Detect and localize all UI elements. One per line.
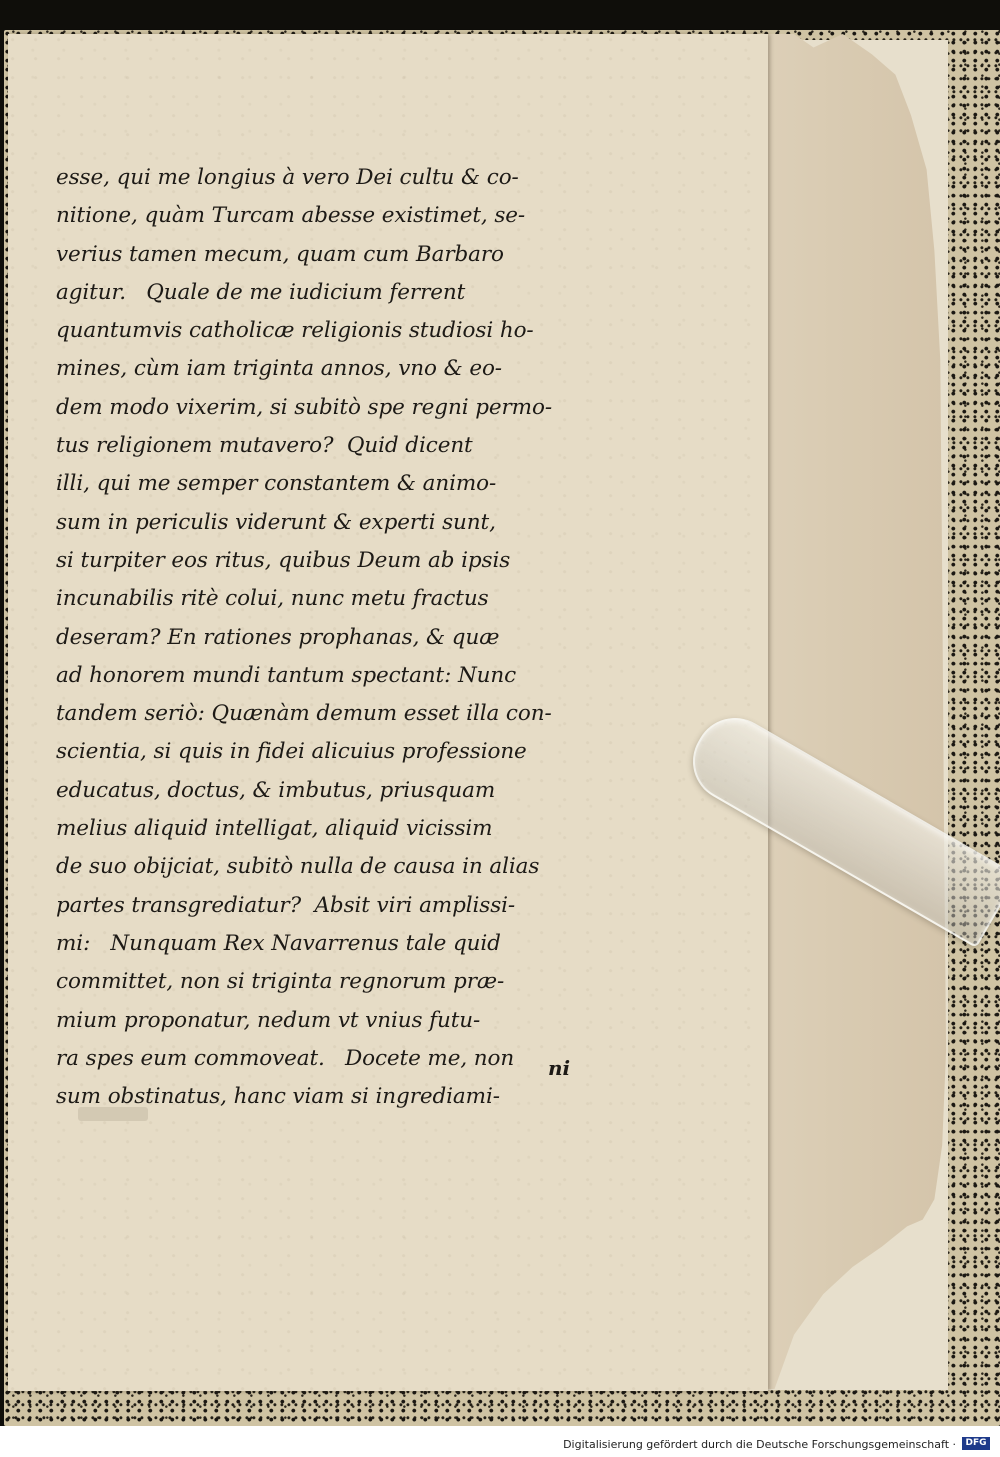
text-line: partes transgrediatur? Absit viri amplissi- bbox=[56, 892, 516, 918]
text-line: committet, non si triginta regnorum præ- bbox=[56, 969, 505, 995]
text-line: melius aliquid intelligat, aliquid vicissim bbox=[56, 816, 493, 842]
text-line: si turpiter eos ritus, quibus Deum ab ipsis bbox=[56, 547, 511, 573]
text-line: illi, qui me semper constantem & animo- bbox=[56, 471, 497, 497]
torn-leaf bbox=[755, 34, 950, 1389]
text-line: verius tamen mecum, quam cum Barbaro bbox=[56, 241, 504, 267]
text-line: sum obstinatus, hanc viam si ingrediami- bbox=[56, 1084, 500, 1110]
show-through-mark bbox=[78, 1107, 148, 1121]
footer-bar bbox=[0, 1426, 1000, 1457]
text-block bbox=[56, 159, 576, 1116]
catchword: ni bbox=[548, 1056, 571, 1080]
text-line: nitione, quàm Turcam abesse existimet, se- bbox=[56, 203, 526, 229]
printed-page bbox=[8, 34, 768, 1391]
text-line: deseram? En rationes prophanas, & quæ bbox=[56, 624, 500, 650]
text-line: scientia, si quis in fidei alicuius professione bbox=[56, 739, 527, 765]
text-line: mium proponatur, nedum vt vnius futu- bbox=[56, 1007, 481, 1033]
text-line: mi: Nunquam Rex Navarrenus tale quid bbox=[56, 930, 501, 956]
text-line: incunabilis ritè colui, nunc metu fractus bbox=[56, 586, 489, 612]
dfg-logo-icon: DFG bbox=[962, 1437, 990, 1450]
text-line: de suo obijciat, subitò nulla de causa in alias bbox=[56, 854, 540, 880]
text-line: ad honorem mundi tantum spectant: Nunc bbox=[56, 662, 517, 688]
text-line: esse, qui me longius à vero Dei cultu & co- bbox=[56, 165, 519, 190]
funding-credit: Digitalisierung gefördert durch die Deutsche Forschungsgemeinschaft · bbox=[563, 1438, 956, 1451]
text-line: tandem seriò: Quænàm demum esset illa con- bbox=[56, 701, 552, 727]
text-line: quantumvis catholicæ religionis studiosi ho- bbox=[56, 318, 534, 344]
text-line: tus religionem mutavero? Quid dicent bbox=[56, 433, 473, 459]
text-line: educatus, doctus, & imbutus, priusquam bbox=[56, 777, 496, 803]
text-line: sum in periculis viderunt & experti sunt, bbox=[56, 509, 496, 535]
text-line: ra spes eum commoveat. Docete me, non bbox=[56, 1045, 515, 1071]
text-line: agitur. Quale de me iudicium ferrent bbox=[56, 279, 466, 305]
text-line: dem modo vixerim, si subitò spe regni permo- bbox=[56, 394, 552, 420]
text-line: mines, cùm iam triginta annos, vno & eo- bbox=[56, 356, 502, 382]
